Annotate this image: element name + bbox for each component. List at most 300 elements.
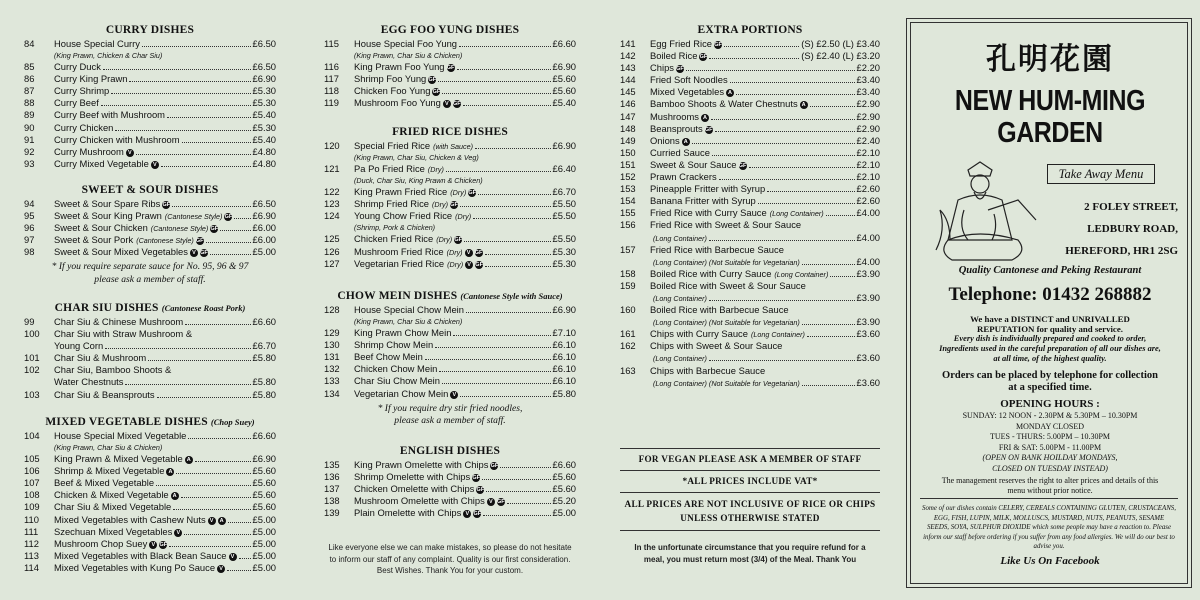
item-icons	[737, 159, 747, 171]
menu-item	[24, 526, 276, 538]
menu-item	[24, 514, 276, 526]
leader-dots	[473, 210, 550, 219]
item-icons	[488, 459, 498, 471]
item-price: £2.20	[856, 62, 880, 74]
item-price: £6.90	[552, 140, 576, 151]
item-number: 159	[620, 279, 636, 291]
item-name: Mushroom Chop Suey	[54, 537, 148, 549]
leader-dots	[148, 352, 250, 361]
item-number: 110	[24, 513, 39, 525]
item-price: £6.50	[252, 38, 276, 49]
gluten-free-icon: GF	[450, 202, 458, 209]
menu-item	[324, 38, 576, 50]
item-price: £3.90	[856, 291, 880, 303]
item-name: King Prawn & Mixed Vegetable	[54, 453, 183, 465]
item-icons	[466, 186, 476, 198]
gluten-free-icon: GF	[453, 101, 461, 108]
leader-dots	[173, 501, 250, 510]
item-number: 112	[24, 537, 39, 549]
telephone: Telephone: 01432 268882	[948, 284, 1152, 305]
item-name: Char Siu & Mixed Vegetable	[54, 501, 172, 513]
menu-item	[620, 232, 880, 244]
item-extra: (Dry)	[455, 212, 472, 222]
leader-dots	[181, 489, 251, 498]
menu-item	[620, 219, 880, 231]
item-price: £7.10	[552, 327, 576, 339]
item-number: 130	[324, 339, 340, 351]
menu-item	[24, 328, 276, 340]
item-number: 109	[24, 501, 40, 513]
vegetarian-icon: V	[443, 100, 451, 108]
item-icons	[724, 86, 734, 98]
menu-item	[324, 459, 576, 471]
item-price: £6.90	[252, 73, 276, 85]
reputation-line-1: We have a DISTINCT and UNRIVALLED	[970, 314, 1130, 324]
item-price: £5.00	[252, 513, 276, 525]
vegetarian-icon: V	[149, 541, 157, 549]
item-icons	[463, 246, 483, 258]
item-price: £5.30	[252, 85, 276, 97]
item-name: Special Fried Rice	[354, 140, 431, 151]
item-price: £3.60	[856, 352, 880, 364]
section-title	[324, 124, 576, 140]
section-title-text: ENGLISH DISHES	[399, 445, 501, 457]
vegetarian-icon: V	[217, 565, 225, 573]
leader-dots	[475, 140, 551, 149]
vegetarian-icon: V	[208, 517, 216, 525]
menu-item	[24, 376, 276, 388]
item-number: 150	[620, 146, 636, 158]
item-number: 153	[620, 183, 636, 195]
item-number: 156	[620, 219, 636, 231]
hours-tue-thu: TUES - THURS: 5.00PM – 10.30PM	[989, 432, 1111, 441]
item-number: 152	[620, 171, 636, 183]
menu-item	[24, 389, 276, 401]
item-extra: (with Sauce)	[433, 142, 474, 151]
item-price: £3.40	[856, 74, 880, 86]
menu-panel-2	[300, 0, 600, 600]
item-price: £4.00	[856, 231, 880, 243]
item-name: Curried Sauce	[650, 146, 710, 158]
gluten-free-icon: GF	[210, 226, 219, 233]
leader-dots	[460, 388, 550, 397]
leader-dots	[105, 340, 250, 349]
item-price: £6.90	[552, 304, 576, 315]
menu-item	[24, 134, 276, 146]
item-name: Fried Rice with Curry Sauce	[650, 207, 767, 219]
item-number: 157	[620, 243, 636, 255]
menu-item	[620, 159, 880, 171]
menu-item	[24, 538, 276, 550]
menu-item	[324, 140, 576, 152]
item-price: £5.00	[252, 561, 276, 573]
item-name: Vegetarian Chow Mein	[354, 387, 449, 399]
leader-dots	[425, 351, 551, 360]
item-number: 134	[324, 387, 340, 399]
menu-item	[324, 258, 576, 270]
item-icons	[206, 514, 226, 526]
item-icons	[222, 210, 232, 222]
item-name: Curry Shrimp	[54, 85, 110, 97]
item-name: Beef & Mixed Vegetable	[54, 477, 155, 489]
menu-item	[324, 198, 576, 210]
item-name: Mushroom Fried Rice	[354, 245, 444, 257]
item-price: £5.00	[252, 246, 276, 258]
item-name: Fried Rice with Sweet & Sour Sauce	[650, 219, 802, 231]
section-subtitle: (Cantonese Roast Pork)	[161, 303, 246, 313]
leader-dots	[802, 256, 855, 265]
menu-item	[620, 135, 880, 147]
item-number: 125	[324, 233, 340, 245]
item-price: £3.40	[856, 86, 880, 98]
leader-dots	[463, 97, 551, 106]
item-number: 101	[24, 352, 40, 364]
menu-item	[620, 123, 880, 135]
item-number: 100	[24, 328, 40, 340]
gluten-free-icon: GF	[159, 541, 168, 548]
section-title-text: CURRY DISHES	[105, 24, 195, 36]
section-footnote-2: please ask a member of staff.	[394, 415, 506, 427]
item-price: £4.00	[856, 255, 880, 267]
item-number: 127	[324, 257, 340, 269]
menu-item	[324, 97, 576, 109]
menu-item	[620, 328, 880, 340]
item-name: Sweet & Sour Pork	[54, 234, 134, 246]
item-icons	[461, 507, 481, 519]
item-name: King Prawn Chow Mein	[354, 327, 452, 339]
hours-fri-sat: FRI & SAT: 5.00PM - 11.00PM	[998, 442, 1102, 452]
leader-dots	[125, 376, 250, 385]
item-price: £3.60	[856, 376, 880, 388]
item-name: House Special Curry	[54, 38, 140, 49]
item-icons	[430, 85, 440, 97]
menu-item	[24, 562, 276, 574]
facebook-link[interactable]: Like Us On Facebook	[1000, 555, 1100, 567]
item-price: £5.30	[552, 245, 576, 257]
menu-item	[24, 477, 276, 489]
sage-illustration	[928, 150, 1043, 262]
item-number: 147	[620, 110, 636, 122]
item-number: 114	[24, 561, 39, 573]
item-number: 111	[24, 525, 39, 537]
item-name: Char Siu & Mushroom	[54, 352, 147, 364]
item-extra: (Long Container)	[769, 209, 824, 219]
item-name: Curry Beef with Mushroom	[54, 109, 165, 121]
item-name: Chips with Curry Sauce	[650, 328, 748, 340]
menu-panel-3	[600, 0, 900, 600]
menu-item	[24, 109, 276, 121]
menu-item	[324, 85, 576, 97]
item-number: 85	[24, 61, 35, 73]
item-name: Boiled Rice	[650, 50, 698, 62]
item-number: 103	[24, 388, 40, 400]
leader-dots	[758, 195, 855, 204]
item-icons	[485, 495, 505, 507]
gluten-free-icon: GF	[472, 475, 480, 482]
item-number: 133	[324, 375, 340, 387]
item-extra: (Cantonese Style)	[150, 224, 209, 234]
item-price: £5.60	[252, 501, 276, 513]
allergen-icon: A	[726, 89, 734, 97]
item-name: Sweet & Sour Mixed Vegetables	[54, 246, 188, 258]
item-price: £5.00	[252, 537, 276, 549]
section-title	[24, 300, 276, 316]
item-number: 126	[324, 245, 340, 257]
section-subtitle: (Cantonese Style with Sauce)	[460, 291, 563, 301]
extra-portions-section	[620, 22, 880, 389]
item-number: 160	[620, 304, 636, 316]
leader-dots	[724, 38, 799, 47]
item-number: 92	[24, 145, 35, 157]
menu-item	[324, 233, 576, 245]
menu-item	[620, 340, 880, 352]
leader-dots	[156, 477, 250, 486]
item-number: 84	[24, 38, 35, 49]
item-price: £5.40	[252, 133, 276, 145]
divider	[620, 530, 880, 531]
address-line-1: 2 FOLEY STREET,	[1084, 201, 1178, 213]
leader-dots	[188, 430, 250, 439]
item-number: 161	[620, 328, 636, 340]
item-price: £5.00	[552, 507, 576, 519]
english-section	[324, 443, 576, 519]
item-name: Curry Chicken with Mushroom	[54, 133, 180, 145]
leader-dots	[227, 562, 250, 571]
leader-dots	[234, 210, 250, 219]
item-icons	[448, 388, 458, 400]
gluten-free-icon: GF	[474, 249, 483, 256]
item-name: Mixed Vegetables with Kung Po Sauce	[54, 561, 216, 573]
item-extra: (Long Container) (Not Suitable for Vegetarian)	[653, 257, 800, 267]
section-title-text: EGG FOO YUNG DISHES	[380, 24, 520, 36]
leader-dots	[129, 73, 250, 82]
gluten-free-icon: GF	[200, 250, 208, 257]
item-name: Young Chow Fried Rice	[354, 210, 453, 222]
item-icons	[160, 198, 170, 210]
item-name: Char Siu with Straw Mushroom &	[54, 328, 193, 340]
leader-dots	[439, 363, 550, 372]
menu-item	[620, 50, 880, 62]
item-name: Boiled Rice with Sweet & Sour Sauce	[650, 279, 806, 291]
item-name: Char Siu & Beansprouts	[54, 388, 155, 400]
item-name: Chips with Barbecue Sauce	[650, 364, 766, 376]
item-name: Onions	[650, 134, 680, 146]
menu-item	[324, 327, 576, 339]
gluten-free-icon: GF	[496, 499, 505, 506]
item-name: Char Siu, Bamboo Shoots &	[54, 364, 172, 376]
divider	[620, 492, 880, 493]
item-note: (King Prawn, Char Siu, Chicken & Veg)	[354, 153, 479, 163]
leader-dots	[709, 232, 855, 241]
item-name: Mushroom Foo Yung	[354, 97, 441, 109]
item-note: (Shrimp, Pork & Chicken)	[354, 223, 436, 233]
leader-dots	[111, 85, 250, 94]
menu-item	[324, 507, 576, 519]
menu-panel-1	[0, 0, 300, 600]
section-title-text: CHOW MEIN DISHES	[337, 290, 458, 302]
item-extra: (Long Container)	[653, 293, 707, 303]
item-icons	[124, 146, 134, 158]
item-name: Young Corn	[54, 340, 104, 352]
menu-item	[620, 244, 880, 256]
leader-dots	[736, 86, 855, 95]
menu-item	[620, 98, 880, 110]
item-name: Char Siu & Chinese Mushroom	[54, 316, 184, 327]
section-title-text: FRIED RICE DISHES	[392, 126, 508, 138]
gluten-free-icon: GF	[454, 237, 462, 244]
leader-dots	[709, 50, 799, 59]
item-number: 96	[24, 222, 35, 234]
item-name: Shrimp Fried Rice	[354, 198, 430, 210]
leader-dots	[719, 171, 855, 180]
item-name: Chicken Foo Yung	[354, 85, 431, 97]
reputation-line-4: Ingredients used in the careful preparation of all our dishes are,	[939, 344, 1161, 353]
gluten-free-icon: GF	[704, 126, 713, 133]
leader-dots	[500, 459, 550, 468]
leader-dots	[692, 135, 855, 144]
vegetarian-icon: V	[174, 529, 182, 537]
item-extra: (Long Container) (Not Suitable for Vegetarian)	[653, 378, 800, 388]
item-name: Mixed Vegetables with Cashew Nuts	[54, 513, 206, 525]
item-icons	[194, 234, 204, 246]
item-price: £2.10	[856, 146, 880, 158]
menu-item	[620, 195, 880, 207]
complaint-disclaimer: Like everyone else we can make mistakes, so please do not hesitate to inform our staff of any complaint. Quality is our first consideration. Best Wishes. Thank You for your custom.	[328, 543, 572, 575]
item-name: Chips with Sweet & Sour Sauce	[650, 340, 783, 352]
menu-item	[620, 147, 880, 159]
item-price: £4.00	[856, 207, 880, 219]
item-icons	[164, 465, 174, 477]
item-price: £6.10	[552, 363, 576, 375]
item-price: £5.60	[252, 489, 276, 501]
menu-item	[324, 246, 576, 258]
leader-dots	[485, 246, 551, 255]
vegetarian-icon: V	[151, 161, 159, 169]
leader-dots	[195, 453, 251, 462]
fried-rice-section	[324, 124, 576, 270]
item-number: 121	[324, 163, 340, 175]
leader-dots	[830, 268, 854, 277]
leader-dots	[460, 198, 551, 207]
item-price: £6.00	[252, 222, 276, 234]
menu-item	[324, 73, 576, 85]
leader-dots	[482, 471, 550, 480]
menu-item	[24, 38, 276, 50]
item-number: 105	[24, 453, 40, 465]
menu-item	[324, 61, 576, 73]
item-name: Chips	[650, 62, 674, 74]
allergen-icon: A	[185, 456, 193, 464]
item-extra: (Dry)	[447, 259, 464, 269]
leader-dots	[169, 538, 250, 547]
item-number: 107	[24, 477, 40, 489]
item-price: £5.60	[252, 465, 276, 477]
leader-dots	[686, 62, 855, 71]
gluten-free-icon: GF	[432, 89, 441, 96]
address-line-3: HEREFORD, HR1 2SG	[1065, 245, 1178, 257]
gluten-free-icon: GF	[475, 261, 483, 268]
item-name: Mushroom Omelette with Chips	[354, 495, 485, 507]
item-name: Chicken & Mixed Vegetable	[54, 489, 169, 501]
leader-dots	[709, 352, 855, 361]
item-price: £2.90	[856, 110, 880, 122]
menu-item	[24, 501, 276, 513]
menu-item	[620, 377, 880, 389]
item-price: £6.10	[552, 351, 576, 363]
leader-dots	[157, 389, 251, 398]
leader-dots	[446, 163, 551, 172]
item-name: Beansprouts	[650, 122, 703, 134]
item-number: 88	[24, 97, 35, 109]
leader-dots	[767, 183, 854, 192]
leader-dots	[715, 123, 855, 132]
gluten-free-icon: GF	[224, 214, 233, 221]
gluten-free-icon: GF	[738, 162, 747, 169]
item-name: Shrimp & Mixed Vegetable	[54, 465, 165, 477]
item-name: Boiled Rice with Barbecue Sauce	[650, 304, 789, 316]
item-price: £5.30	[252, 121, 276, 133]
gluten-free-icon: GF	[195, 238, 204, 245]
menu-item	[620, 86, 880, 98]
item-number: 94	[24, 198, 35, 209]
leader-dots	[709, 292, 855, 301]
item-price: £5.20	[552, 495, 576, 507]
item-number: 120	[324, 140, 340, 151]
section-title-text: MIXED VEGETABLE DISHES	[45, 416, 208, 428]
section-footnote: * If you require dry stir fried noodles,	[377, 402, 523, 414]
mixed-vegetable-section	[24, 414, 276, 574]
item-icons	[699, 111, 709, 123]
item-icons	[674, 62, 684, 74]
leader-dots	[435, 339, 550, 348]
gluten-free-icon: GF	[428, 77, 437, 84]
item-price: £2.10	[856, 158, 880, 170]
menu-item	[24, 97, 276, 109]
menu-item	[24, 158, 276, 170]
opening-hours-title: OPENING HOURS :	[1000, 398, 1100, 410]
item-price: £6.90	[252, 453, 276, 465]
item-number: 106	[24, 465, 40, 477]
menu-item	[24, 430, 276, 442]
leader-dots	[478, 186, 550, 195]
item-name: Beef Chow Mein	[354, 351, 423, 363]
item-name: Chicken Omelette with Chips	[354, 483, 475, 495]
menu-item	[324, 471, 576, 483]
section-subtitle: (Chop Suey)	[210, 417, 255, 427]
leader-dots	[220, 222, 250, 231]
item-number: 108	[24, 489, 40, 501]
item-icons	[147, 538, 167, 550]
menu-item	[620, 62, 880, 74]
leader-dots	[453, 327, 550, 336]
item-extra: (Long Container)	[750, 330, 805, 340]
section-title	[24, 22, 276, 38]
menu-item	[24, 146, 276, 158]
menu-item	[24, 85, 276, 97]
hours-sunday: SUNDAY: 12 NOON - 2.30PM & 5.30PM – 10.30PM	[962, 411, 1138, 420]
item-price: (S) £2.50 (L) £3.40	[801, 38, 880, 49]
item-name: Egg Fried Rice	[650, 38, 713, 49]
allergen-icon: A	[171, 492, 179, 500]
allergen-icon: A	[166, 468, 174, 476]
item-number: 91	[24, 133, 35, 145]
item-extra: (Dry)	[436, 235, 453, 245]
item-icons	[448, 198, 458, 210]
leader-dots	[486, 483, 550, 492]
egg-foo-yung-section	[324, 22, 576, 109]
leader-dots	[185, 316, 250, 325]
hours-monday: MONDAY CLOSED	[1015, 421, 1085, 431]
